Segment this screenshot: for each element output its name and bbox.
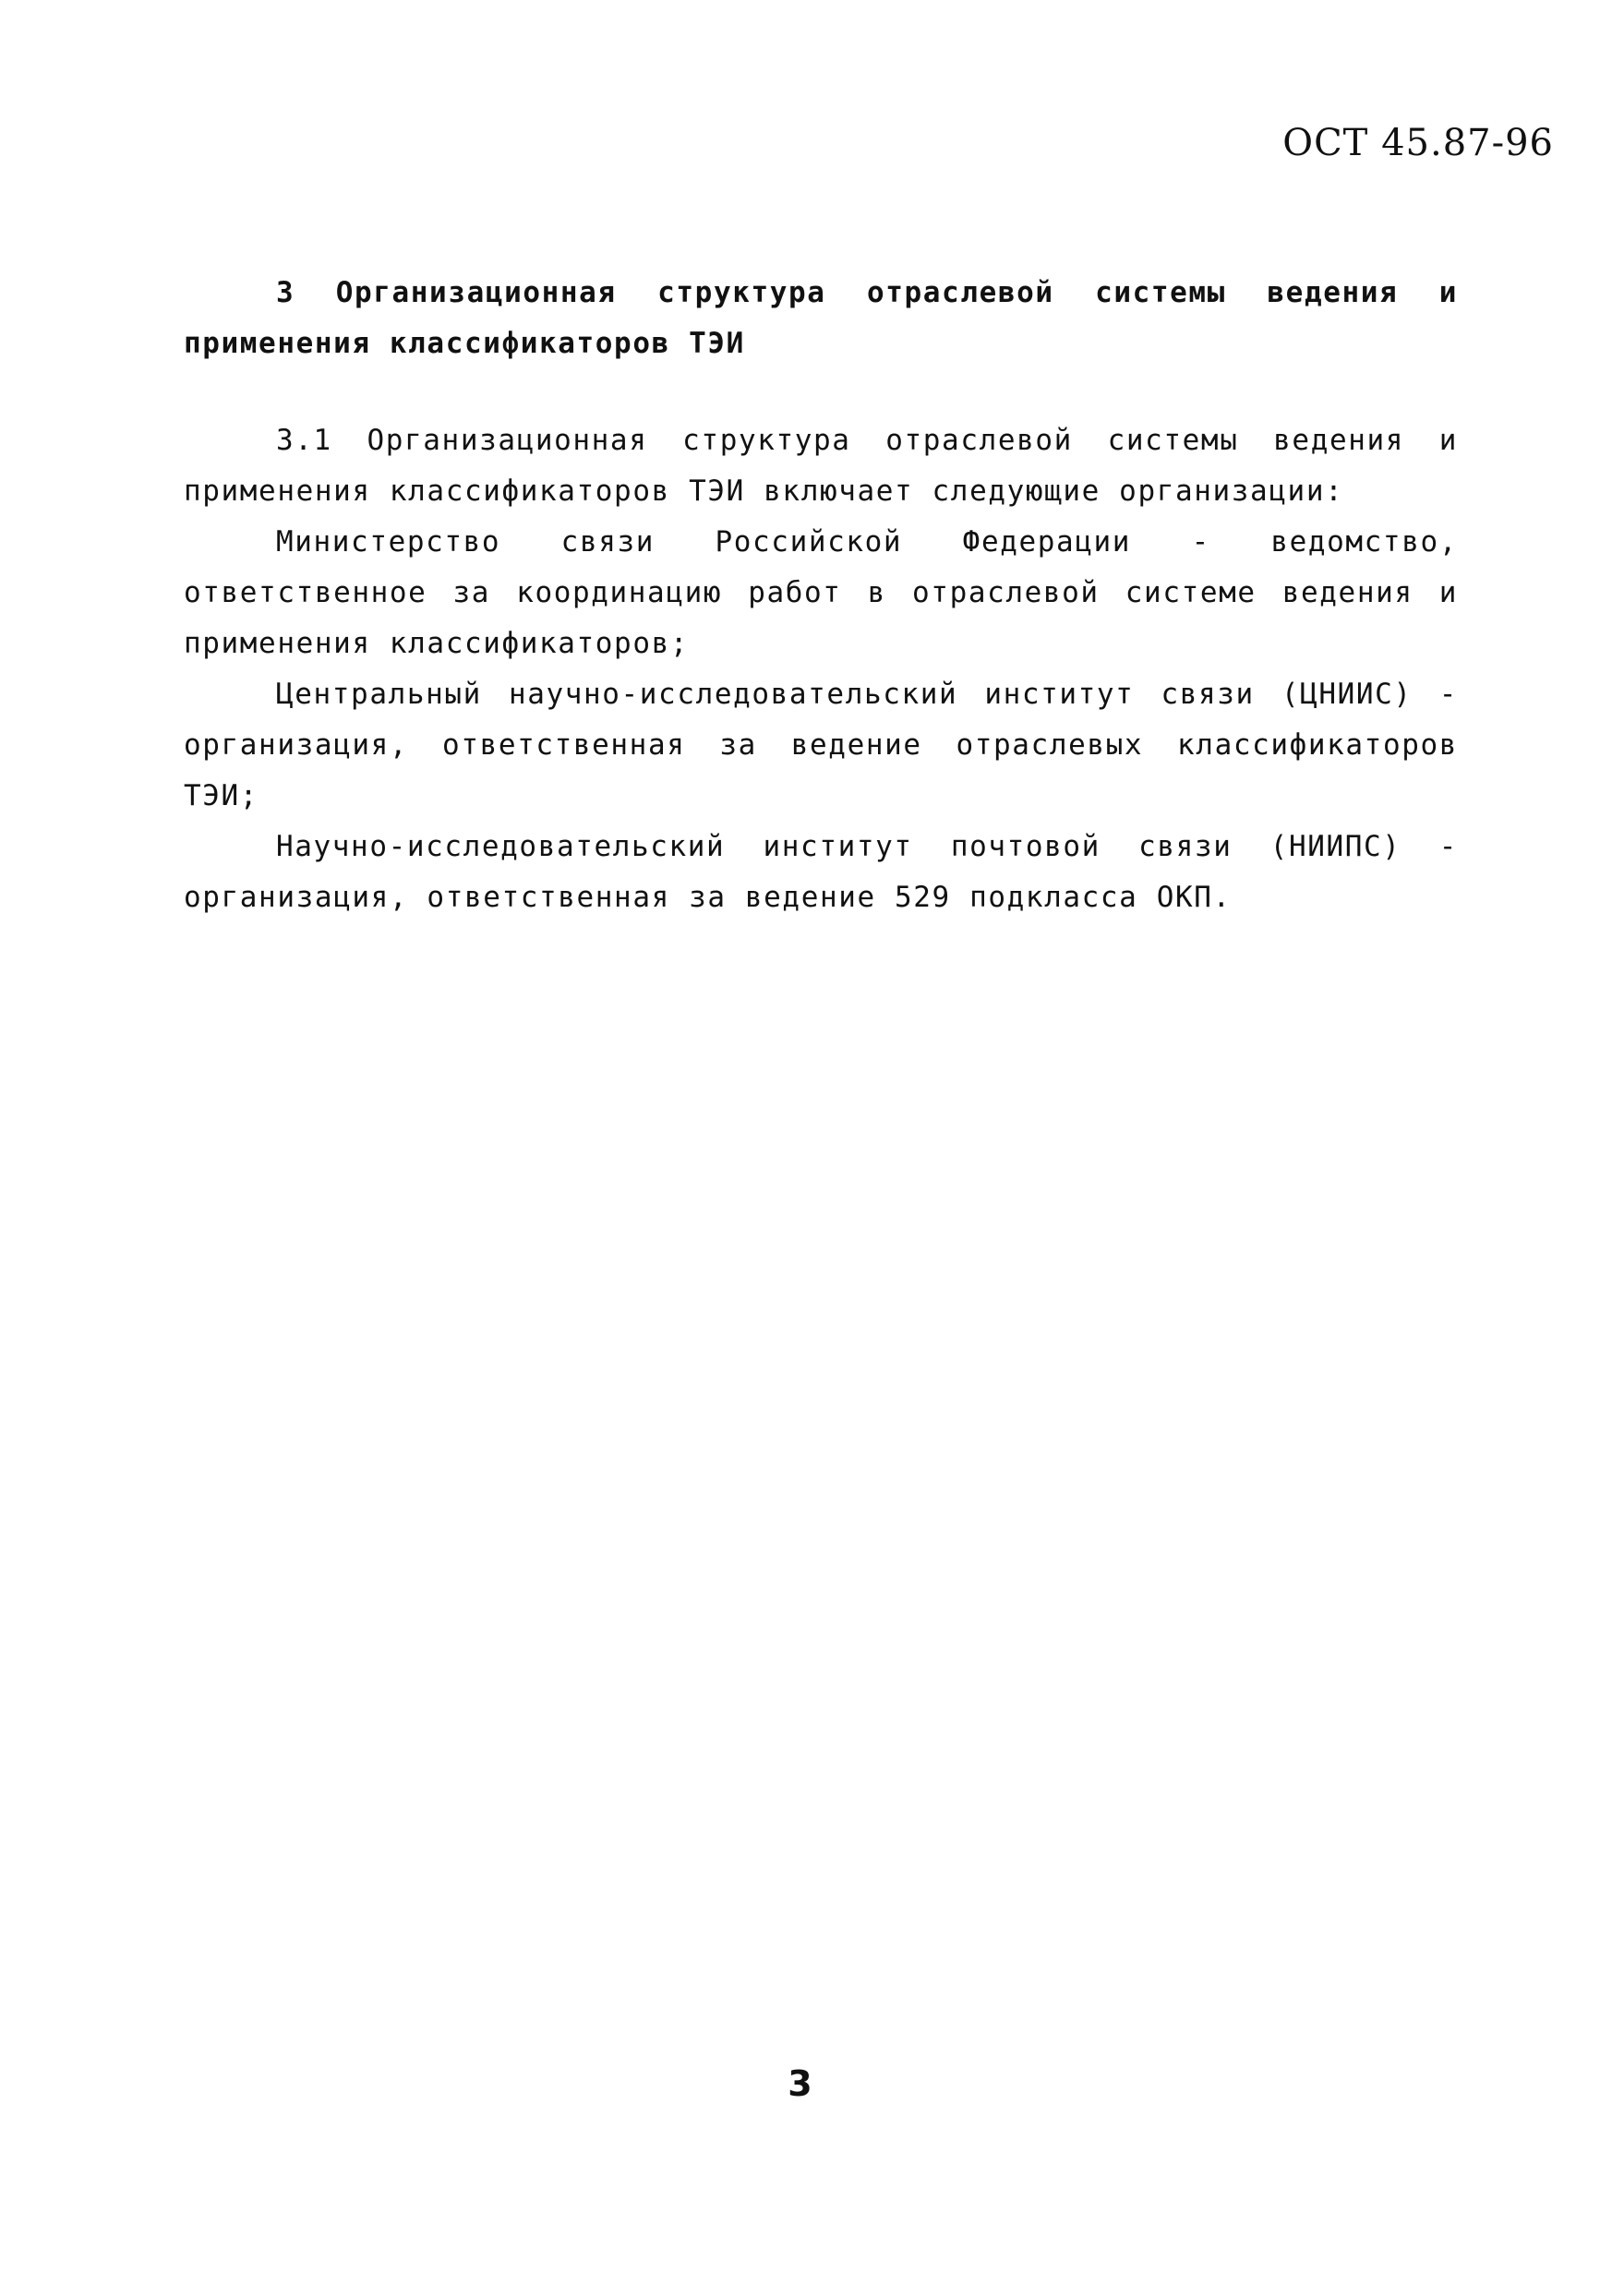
- page-number: 3: [788, 2063, 812, 2104]
- section-body: [184, 415, 1458, 923]
- paragraph-ministry: Министерство связи Российской Федерации - ведомство, ответственное за координацию работ в отраслевой системе ведения и применения классификаторов;: [184, 525, 1458, 660]
- section-heading: 3 Организационная структура отраслевой системы ведения и применения классификаторов ТЭИ: [184, 276, 1458, 360]
- paragraph-tsniis: Центральный научно-исследовательский институт связи (ЦНИИС) - организация, ответственная за ведение отраслевых классификаторов ТЭИ;: [184, 678, 1458, 812]
- paragraph-3-1: 3.1 Организационная структура отраслевой системы ведения и применения классификаторов ТЭИ включает следующие организации:: [184, 424, 1458, 508]
- paragraph-niips: Научно-исследовательский институт почтовой связи (НИИПС) - организация, ответственная за ведение 529 подкласса ОКП.: [184, 830, 1458, 914]
- document-code: ОСТ 45.87-96: [1282, 122, 1554, 164]
